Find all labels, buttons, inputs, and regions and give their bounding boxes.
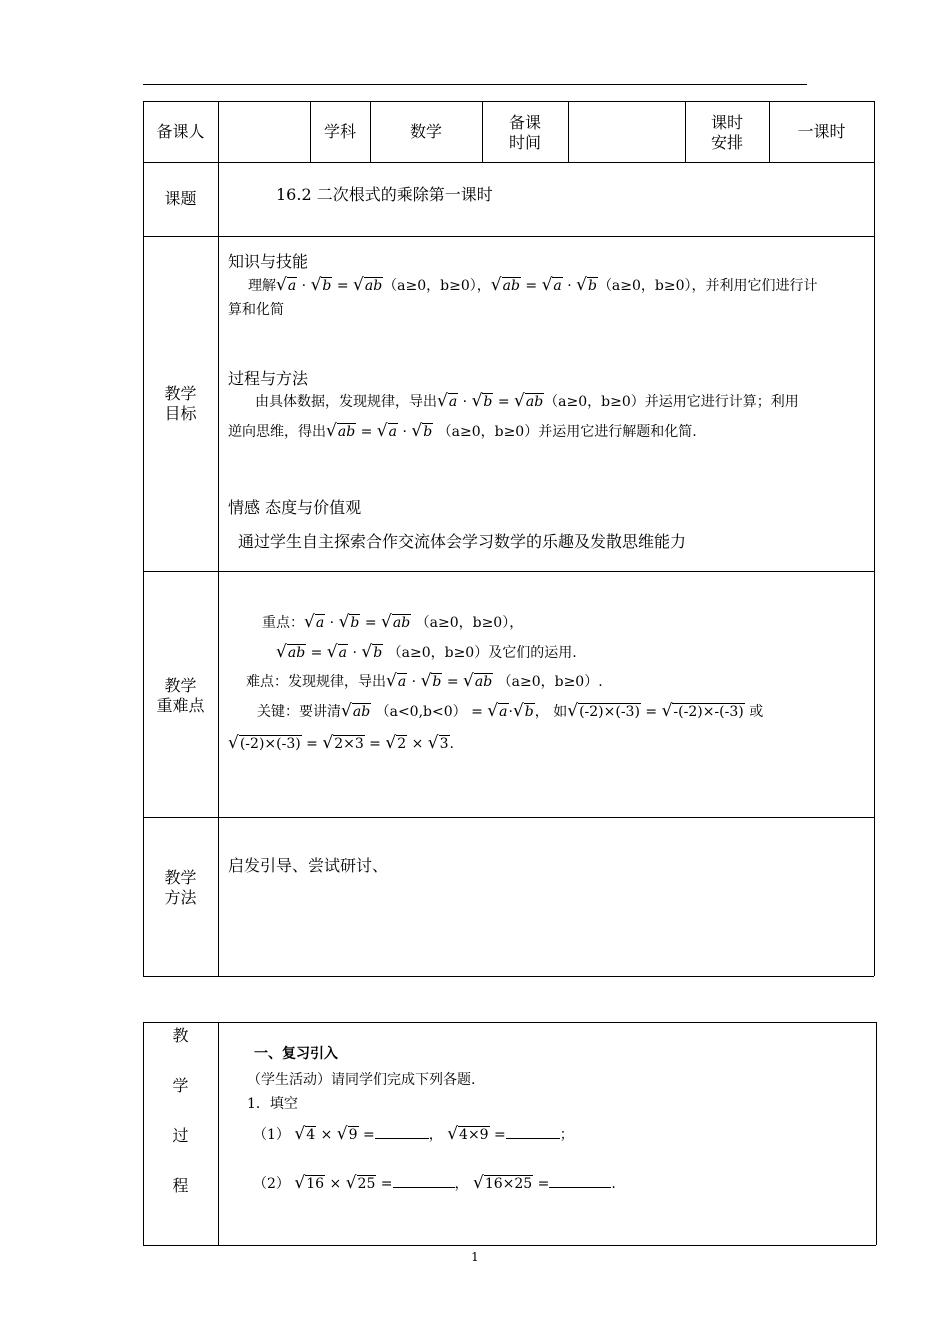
objectives-label: 教学 目标: [164, 384, 197, 423]
attitude-heading: 情感 态度与价值观: [228, 498, 362, 517]
answer-blank-1a[interactable]: [375, 1124, 429, 1139]
question-1: （1） √4 × √9 = ， √4×9 = ；: [253, 1124, 574, 1144]
knowledge-tail: 算和化简: [228, 302, 284, 318]
preparer-value[interactable]: [219, 122, 310, 142]
schedule-label: 课时 安排: [710, 113, 743, 152]
process-formula-line: 由具体数据，发现规律，导出√a · √b = √ab（a≥0，b≥0）并运用它进行计算；利用: [255, 391, 799, 411]
answer-blank-2a[interactable]: [393, 1173, 455, 1188]
schedule-value: 一课时: [797, 122, 846, 141]
process-label-2: 学: [172, 1076, 189, 1095]
prep-time-label: 备课 时间: [508, 113, 541, 152]
section-title: 一、复习引入: [254, 1046, 338, 1062]
key-line-1: 关键：要讲清√ab （a<0,b<0） = √a·√b， 如√(-2)×(-3) = √-(-2)×-(-3) 或: [257, 701, 764, 721]
subject-value: 数学: [409, 122, 442, 141]
item-1: 1．填空: [247, 1096, 298, 1112]
topic-value: 16.2 二次根式的乘除第一课时: [276, 185, 493, 204]
focus-line-2: √ab = √a · √b （a≥0，b≥0）及它们的运用.: [276, 642, 577, 662]
subject-label: 学科: [323, 122, 356, 141]
knowledge-formula-line: 理解√a · √b = √ab（a≥0，b≥0），√ab = √a · √b（a≥0，b≥0），并利用它们进行计: [248, 275, 818, 295]
activity-text: （学生活动）请同学们完成下列各题.: [247, 1072, 476, 1088]
difficulty-line: 难点：发现规律，导出√a · √b = √ab （a≥0，b≥0）.: [246, 671, 603, 691]
focus-line-1: 重点：√a · √b = √ab （a≥0，b≥0），: [262, 612, 524, 632]
keypoints-label: 教学 重难点: [156, 676, 205, 715]
attitude-text: 通过学生自主探索合作交流体会学习数学的乐趣及发散思维能力: [238, 532, 687, 551]
knowledge-heading: 知识与技能: [228, 252, 309, 271]
key-line-2: √(-2)×(-3) = √2×3 = √2 × √3.: [228, 733, 454, 753]
method-label: 教学 方法: [164, 868, 197, 907]
process-heading: 过程与方法: [228, 369, 309, 388]
process-label-4: 程: [172, 1176, 189, 1195]
process-label-1: 教: [172, 1026, 189, 1045]
header-rule: [143, 84, 807, 85]
method-text: 启发引导、尝试研讨、: [228, 856, 389, 875]
page-number: 1: [471, 1250, 479, 1264]
preparer-label: 备课人: [156, 122, 205, 141]
prep-time-value[interactable]: [569, 122, 685, 142]
question-2: （2） √16 × √25 = ， √16×25 = .: [253, 1173, 616, 1193]
process-formula-line-2: 逆向思维，得出√ab = √a · √b （a≥0，b≥0）并运用它进行解题和化简.: [228, 421, 697, 441]
answer-blank-2b[interactable]: [549, 1173, 611, 1188]
process-label-3: 过: [172, 1126, 189, 1145]
answer-blank-1b[interactable]: [506, 1124, 560, 1139]
topic-label: 课题: [164, 189, 197, 208]
